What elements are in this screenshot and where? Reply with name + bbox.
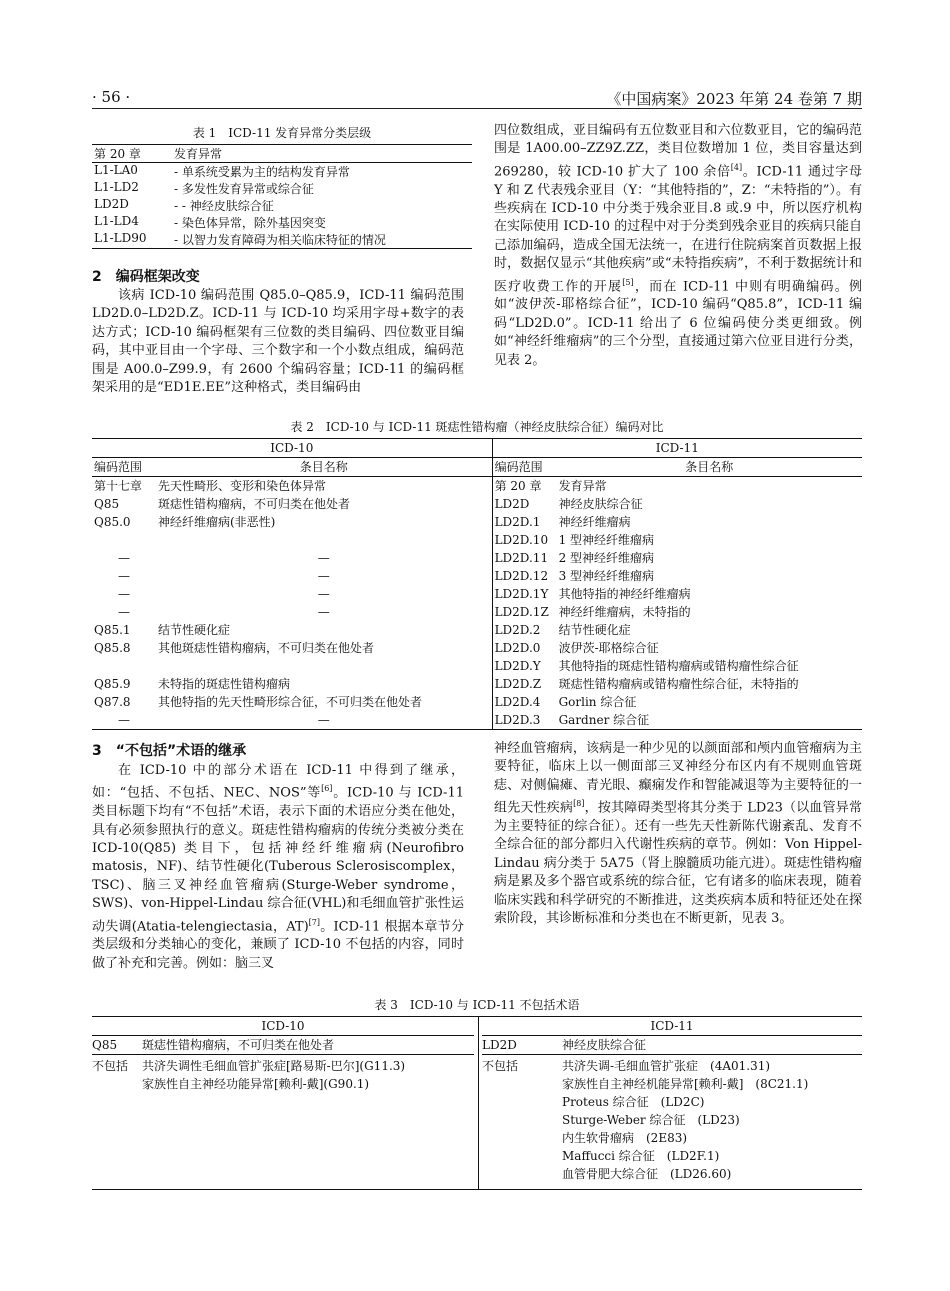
text-run: 在 ICD-10 中的部分术语在 ICD-11 中得到了继承，如：“包括、不包括、NEC、NOS”等 xyxy=(92,763,464,801)
table-row xyxy=(92,477,862,496)
table1-code: L1-LD4 xyxy=(94,214,139,228)
table3-divider xyxy=(478,1017,479,1189)
citation-ref: [7] xyxy=(308,917,320,927)
table2-icd10-name: 先天性畸形、变形和染色体异常 xyxy=(156,477,492,496)
table3-right-label: 不包括 xyxy=(482,1059,519,1073)
table2-icd11-name: 3 型神经纤维瘤病 xyxy=(558,569,655,583)
table2-group-icd10: ICD-10 xyxy=(92,439,492,458)
table2-icd10-code: — xyxy=(118,587,130,601)
table2-icd11-code: LD2D.1 xyxy=(494,515,541,529)
table1-head-chapter: 第 20 章 xyxy=(94,147,141,161)
list-item: 家族性自主神经功能异常[赖利-戴](G90.1) xyxy=(142,1077,370,1091)
table2-icd11-code: LD2D.Y xyxy=(494,659,541,673)
table-row xyxy=(92,567,862,585)
table2-icd11-name: 2 型神经纤维瘤病 xyxy=(558,551,655,565)
table2-icd11-code: LD2D.2 xyxy=(494,623,541,637)
table2-icd11-name: 神经皮肤综合征 xyxy=(558,497,643,511)
table2-icd10-name: 未特指的斑痣性错构瘤病 xyxy=(156,675,492,693)
text-run: 。ICD-11 根据本章节分类层级和分类轴心的变化，兼顾了 ICD-10 不包括的内容，同时做了补充和完善。例如：脑三叉 xyxy=(92,918,464,971)
table-row xyxy=(92,621,862,639)
table2-icd10-name: 其他斑痣性错构瘤病，不可归类在他处者 xyxy=(156,639,492,657)
table2-icd11-name: 其他特指的神经纤维瘤病 xyxy=(558,587,691,601)
citation-ref: [4] xyxy=(730,162,743,172)
table2-head-range: 编码范围 xyxy=(494,460,543,474)
table-row xyxy=(92,231,472,249)
section2-paragraph-left: 该病 ICD-10 编码范围 Q85.0–Q85.9，ICD-11 编码范围 LD2D.0–LD2D.Z。ICD-11 与 ICD-10 均采用字母+数字的表达方式；ICD-10 编码框架有三位数的类目编码、四位数亚目编码，其中亚目由一个字母、三个数字和一个小数点组成，编码范围是 A00.0–Z99.9，有 2600 个编码容量；ICD-11 的编码框架采用的是“ED1E.EE”这种格式，类目编码由 xyxy=(92,288,464,396)
table2-icd11-code: LD2D xyxy=(494,497,530,511)
table1 xyxy=(92,144,472,249)
table2-icd10-name: 斑痣性错构瘤病，不可归类在他处者 xyxy=(156,495,492,513)
list-item: 家族性自主神经机能异常[赖利-戴] (8C21.1) xyxy=(562,1077,809,1091)
section3-paragraph-left xyxy=(92,762,464,973)
table2-icd10-code: — xyxy=(118,605,130,619)
section2-paragraph-right xyxy=(494,122,862,370)
table2 xyxy=(92,438,862,730)
table2-icd10-name: — xyxy=(156,549,492,567)
table1-name: - 多发性发育异常或综合征 xyxy=(174,182,314,196)
table-row xyxy=(92,531,862,549)
table2-icd10-code: Q85.1 xyxy=(94,623,131,637)
table2-icd10-code: Q85.9 xyxy=(94,677,131,691)
table2-group-icd11: ICD-11 xyxy=(492,439,862,458)
table2-icd11-code: LD2D.3 xyxy=(494,713,541,727)
text-run: 。ICD-10 与 ICD-11 类目标题下均有“不包括”术语，表示下面的术语应分类在他处，具有必须参照执行的意义。斑痣性错构瘤病的传统分类被分类在 ICD-10(Q85) 类目下，包括神经纤维瘤病(Neurofibro matosis，NF)、结节性硬化(Tuberous Sclerosiscomplex，TSC)、脑三叉神经血管瘤病(Sturge-Weber syndrome，SWS)、von-Hippel-Lindau 综合征(VHL)和毛细血管扩张性运动失调(Atatia-telengiectasia，AT) xyxy=(92,785,464,934)
table3-group-icd11: ICD-11 xyxy=(482,1017,862,1036)
table1-code: LD2D xyxy=(94,197,129,211)
table2-col-header xyxy=(92,458,862,477)
table2-icd11-code: LD2D.1Z xyxy=(494,605,549,619)
table2-icd10-code: — xyxy=(118,713,130,727)
table2-icd10-name: 结节性硬化症 xyxy=(156,621,492,639)
list-item: Proteus 综合征 (LD2C) xyxy=(562,1095,705,1109)
table2-icd10-code: Q87.8 xyxy=(94,695,131,709)
table3-left-subheader xyxy=(92,1036,474,1055)
table2-group-header xyxy=(92,439,862,458)
table-row xyxy=(92,639,862,657)
table3-left-code: Q85 xyxy=(92,1038,118,1052)
table-row xyxy=(92,657,862,675)
table2-icd10-name: — xyxy=(156,711,492,730)
table2-icd11-name: 1 型神经纤维瘤病 xyxy=(558,533,655,547)
table2-icd10-name: 神经纤维瘤病(非恶性) xyxy=(156,513,492,531)
table2-icd11-name: 结节性硬化症 xyxy=(558,623,631,637)
table1-name: - 以智力发育障碍为相关临床特征的情况 xyxy=(174,233,386,247)
table1-code: L1-LD2 xyxy=(94,180,139,194)
table3-left-items xyxy=(142,1057,472,1093)
section3-heading: 3 “不包括”术语的继承 xyxy=(92,743,247,759)
table2-icd10-code: Q85.0 xyxy=(94,515,131,529)
table1-name: - 单系统受累为主的结构发育异常 xyxy=(174,165,350,179)
table1-code: L1-LA0 xyxy=(94,163,138,177)
table-row xyxy=(92,495,862,513)
text-run: 神经血管瘤病，该病是一种少见的以颜面部和颅内血管瘤病为主要特征，临床上以一侧面部三叉神经分布区内有不规则血管斑痣、对侧偏瘫、青光眼、癫痫发作和智能减退等为主要特征的一组先天性疾病 xyxy=(494,741,862,816)
table1-code: L1-LD90 xyxy=(94,231,147,245)
table2-icd10-code: — xyxy=(118,569,130,583)
table-row xyxy=(92,711,862,730)
table3-right-code: LD2D xyxy=(482,1038,517,1052)
page-header xyxy=(92,88,862,109)
table2-icd11-name: Gardner 综合征 xyxy=(558,713,650,727)
table1-header xyxy=(92,145,472,163)
table2-icd11-name: 神经纤维瘤病 xyxy=(558,515,631,529)
table2-icd11-name: 神经纤维瘤病，未特指的 xyxy=(558,605,691,619)
table-row xyxy=(92,549,862,567)
text-run: 。ICD-11 通过字母 Y 和 Z 代表残余亚目（Y：“其他特指的”，Z：“未特指的”）。有些疾病在 ICD-10 中分类于残余亚目.8 或.9 中，所以医疗机构在实际使用 ICD-10 的过程中对于分类到残余亚目的疾病只能自己添加编码，造成全国无法统一，在进行住院病案首页数据上报时，数据仅显示“其他疾病”或“未特指疾病”，不利于数据统计和医疗收费工作的开展 xyxy=(494,164,862,294)
section3-paragraph-right xyxy=(494,740,862,928)
journal-issue: 《中国病案》2023 年第 24 卷第 7 期 xyxy=(606,90,862,108)
table3-right-items xyxy=(562,1057,862,1183)
table2-icd10-code xyxy=(92,531,156,549)
table2-icd11-code: LD2D.12 xyxy=(494,569,549,583)
table3 xyxy=(92,1016,862,1190)
table2-icd10-name: — xyxy=(156,603,492,621)
table-row xyxy=(92,513,862,531)
list-item: Maffucci 综合征 (LD2F.1) xyxy=(562,1149,720,1163)
table2-icd11-name: 波伊茨-耶格综合征 xyxy=(558,641,659,655)
table-row xyxy=(92,163,472,181)
list-item: 内生软骨瘤病 (2E83) xyxy=(562,1131,688,1145)
table2-body xyxy=(92,477,862,730)
table1-name: - 染色体异常，除外基因突变 xyxy=(174,216,326,230)
table2-icd10-name: — xyxy=(156,567,492,585)
table2-icd11-code: LD2D.11 xyxy=(494,551,549,565)
table2-icd11-name: 斑痣性错构瘤病或错构瘤性综合征，未特指的 xyxy=(558,677,799,691)
list-item: 血管骨肥大综合征 (LD26.60) xyxy=(562,1167,732,1181)
table2-icd10-name xyxy=(156,657,492,675)
table1-caption: 表 1 ICD-11 发育异常分类层级 xyxy=(192,126,372,140)
table1-head-title: 发育异常 xyxy=(174,147,223,161)
table2-icd10-name: — xyxy=(156,585,492,603)
table2-icd11-code: LD2D.Z xyxy=(494,677,542,691)
table3-caption: 表 3 ICD-10 与 ICD-11 不包括术语 xyxy=(374,998,580,1012)
table2-head-name: 条目名称 xyxy=(685,460,734,474)
table-row xyxy=(92,214,472,231)
table2-icd11-code: LD2D.10 xyxy=(494,533,549,547)
text-run: 四位数组成，亚目编码有五位数亚目和六位数亚目，它的编码范围是 1A00.00–ZZ9Z.ZZ，类目位数增加 1 位，类目容量达到 269280，较 ICD-10 扩大了 100 余倍 xyxy=(494,123,862,180)
section2-heading: 2 编码框架改变 xyxy=(92,269,200,285)
table-row xyxy=(92,603,862,621)
list-item: Sturge-Weber 综合征 (LD23) xyxy=(562,1113,740,1127)
table-row xyxy=(92,585,862,603)
table3-right-subheader xyxy=(482,1036,862,1055)
table-row xyxy=(92,197,472,214)
list-item: 共济失调性毛细血管扩张症[路易斯-巴尔](G11.3) xyxy=(142,1059,406,1073)
table2-icd10-name: 其他特指的先天性畸形综合征，不可归类在他处者 xyxy=(156,693,492,711)
table2-icd11-name: 发育异常 xyxy=(558,479,607,493)
table2-caption: 表 2 ICD-10 与 ICD-11 斑痣性错构瘤（神经皮肤综合征）编码对比 xyxy=(290,420,664,434)
table2-icd10-code: 第十七章 xyxy=(94,479,143,493)
table2-icd10-code: Q85.8 xyxy=(94,641,131,655)
page-number: · 56 · xyxy=(92,88,131,106)
table3-left-label: 不包括 xyxy=(92,1059,129,1073)
table2-icd11-name: Gorlin 综合征 xyxy=(558,695,637,709)
text-run: ，按其障碍类型将其分类于 LD23（以血管异常为主要特征的综合征）。还有一些先天性新陈代谢紊乱、发育不全综合征的部分都归入代谢性疾病的章节。例如：Von Hippel-Lindau 病分类于 5A75（肾上腺髓质功能亢进）。斑痣性错构瘤病是累及多个器官或系统的综合征，它有诸多的临床表现，随着临床实践和科学研究的不断推进，这类疾病本质和特征还处在探索阶段，其诊断标准和分类也在不断更新，见表 3。 xyxy=(494,800,862,926)
table2-icd10-code xyxy=(92,657,156,675)
table2-icd11-code: LD2D.4 xyxy=(494,695,541,709)
list-item: 共济失调-毛细血管扩张症 (4A01.31) xyxy=(562,1059,771,1073)
text-run: ，而在 ICD-11 中则有明确编码。例如“波伊茨-耶格综合征”，ICD-10 编码“Q85.8”，ICD-11 编码“LD2D.0”。ICD-11 给出了 6 位编码使分类更细致。例如“神经纤维瘤病”的三个分型，直接通过第六位亚目进行分类，见表 2。 xyxy=(494,278,862,368)
table3-group-icd10: ICD-10 xyxy=(92,1017,474,1036)
table-row xyxy=(92,180,472,197)
table-row xyxy=(92,675,862,693)
table2-icd11-code: LD2D.0 xyxy=(494,641,541,655)
citation-ref: [6] xyxy=(321,784,333,794)
table2-icd11-code: LD2D.1Y xyxy=(494,587,549,601)
table2-icd11-code: 第 20 章 xyxy=(494,479,542,493)
table2-icd10-code: — xyxy=(118,551,130,565)
table3-right-title: 神经皮肤综合征 xyxy=(562,1038,647,1052)
table3-left-title: 斑痣性错构瘤病，不可归类在他处者 xyxy=(142,1038,335,1052)
table2-icd10-name xyxy=(156,531,492,549)
table2-head-range: 编码范围 xyxy=(94,460,143,474)
table1-name: - - 神经皮肤综合征 xyxy=(174,199,274,213)
table2-icd11-name: 其他特指的斑痣性错构瘤病或错构瘤性综合征 xyxy=(558,659,799,673)
table2-icd10-code: Q85 xyxy=(94,497,120,511)
citation-ref: [8] xyxy=(573,799,585,809)
table-row xyxy=(92,693,862,711)
table2-head-name: 条目名称 xyxy=(156,458,492,477)
citation-ref: [5] xyxy=(622,277,634,287)
